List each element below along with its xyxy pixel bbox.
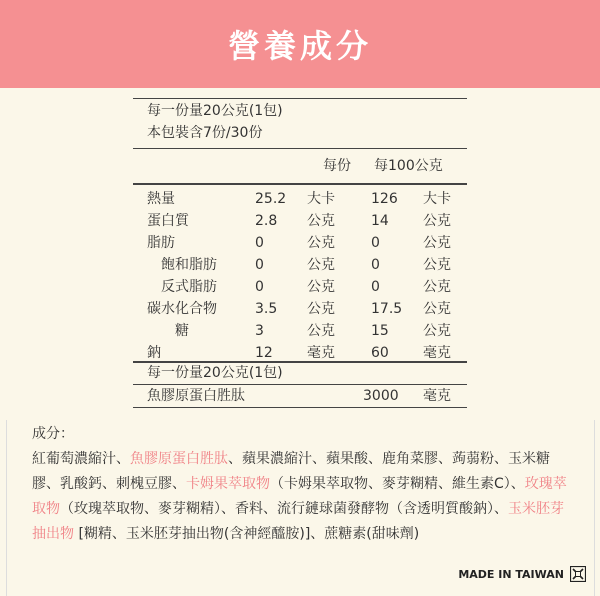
row-label-fat: 脂肪 — [147, 235, 175, 251]
row-value: 0 — [255, 279, 264, 295]
row-unit: 大卡 — [423, 191, 451, 207]
divider — [594, 420, 595, 596]
row-value: 12 — [255, 345, 273, 361]
row-value: 60 — [371, 345, 389, 361]
row-value: 0 — [255, 257, 264, 273]
row-unit: 公克 — [307, 235, 335, 251]
row-value: 2.8 — [255, 213, 278, 229]
ingredient-text: 紅葡萄濃縮汁、 — [32, 451, 130, 467]
row-unit: 毫克 — [307, 345, 335, 361]
row-label-protein: 蛋白質 — [147, 213, 189, 229]
page-title: 營養成分 — [227, 27, 372, 65]
ingredient-text: （卡姆果萃取物、麥芽糊精、維生素C）、 — [270, 476, 525, 492]
row-label-sugar: 糖 — [175, 323, 189, 339]
row-value: 15 — [371, 323, 389, 339]
row-unit: 公克 — [307, 213, 335, 229]
row-unit: 公克 — [423, 257, 451, 273]
divider — [133, 148, 467, 149]
extra-serving-size: 每一份量20公克(1包) — [147, 365, 283, 381]
row-unit: 公克 — [307, 323, 335, 339]
row-unit: 公克 — [307, 301, 335, 317]
divider — [133, 407, 467, 408]
row-value: 3 — [255, 323, 264, 339]
taiwan-quality-icon — [570, 566, 586, 582]
row-value: 0 — [371, 235, 380, 251]
row-unit: 公克 — [307, 279, 335, 295]
ingredients-text — [32, 447, 572, 547]
row-value: 14 — [371, 213, 389, 229]
ingredients-label: 成分： — [32, 426, 74, 442]
extra-value: 3000 — [363, 388, 399, 404]
col-header-per-serving: 每份 — [323, 158, 351, 174]
divider — [133, 98, 467, 99]
ingredient-highlight: 玉米胚芽抽出物 — [32, 501, 564, 542]
extra-label-collagen: 魚膠原蛋白胜肽 — [147, 388, 245, 404]
row-value: 0 — [255, 235, 264, 251]
ingredient-highlight: 玫瑰萃取物 — [32, 476, 567, 517]
row-unit: 公克 — [423, 279, 451, 295]
ingredient-text: 、蘋果濃縮汁、蘋果酸、鹿角菜膠、蒟蒻粉、玉米糖膠、乳酸鈣、刺槐豆膠、 — [32, 451, 550, 492]
serving-size: 每一份量20公克(1包) — [147, 103, 283, 119]
row-label-trans-fat: 反式脂肪 — [161, 279, 217, 295]
row-value: 17.5 — [371, 301, 403, 317]
row-value: 0 — [371, 279, 380, 295]
ingredient-text: （玫瑰萃取物、麥芽糊精）、香料、流行鏈球菌發酵物（含透明質酸鈉）、 — [60, 501, 508, 517]
row-unit: 公克 — [423, 213, 451, 229]
ingredients-section — [32, 422, 572, 547]
header-banner — [0, 0, 600, 88]
row-unit: 公克 — [423, 323, 451, 339]
ingredient-highlight: 卡姆果萃取物 — [186, 476, 270, 492]
divider — [133, 183, 467, 185]
row-label-carbohydrate: 碳水化合物 — [147, 301, 217, 317]
row-unit: 公克 — [423, 235, 451, 251]
col-header-per-100g: 每100公克 — [374, 158, 443, 174]
divider — [6, 420, 7, 596]
row-value: 25.2 — [255, 191, 287, 207]
row-label-sodium: 鈉 — [147, 345, 161, 361]
row-unit: 公克 — [307, 257, 335, 273]
ingredient-highlight: 魚膠原蛋白胜肽 — [130, 451, 228, 467]
extra-unit: 毫克 — [423, 388, 451, 404]
row-unit: 大卡 — [307, 191, 335, 207]
servings-per-package: 本包裝含7份/30份 — [147, 125, 263, 141]
ingredient-text: [糊精、玉米胚芽抽出物(含神經醯胺)]、蔗糖素(甜味劑) — [74, 526, 420, 542]
row-value: 126 — [371, 191, 398, 207]
row-unit: 公克 — [423, 301, 451, 317]
made-in-label: MADE IN TAIWAN — [458, 567, 564, 581]
row-value: 3.5 — [255, 301, 278, 317]
row-value: 0 — [371, 257, 380, 273]
row-unit: 毫克 — [423, 345, 451, 361]
made-in-taiwan-mark — [458, 566, 586, 582]
row-label-saturated-fat: 飽和脂肪 — [161, 257, 217, 273]
row-label-calories: 熱量 — [147, 191, 175, 207]
